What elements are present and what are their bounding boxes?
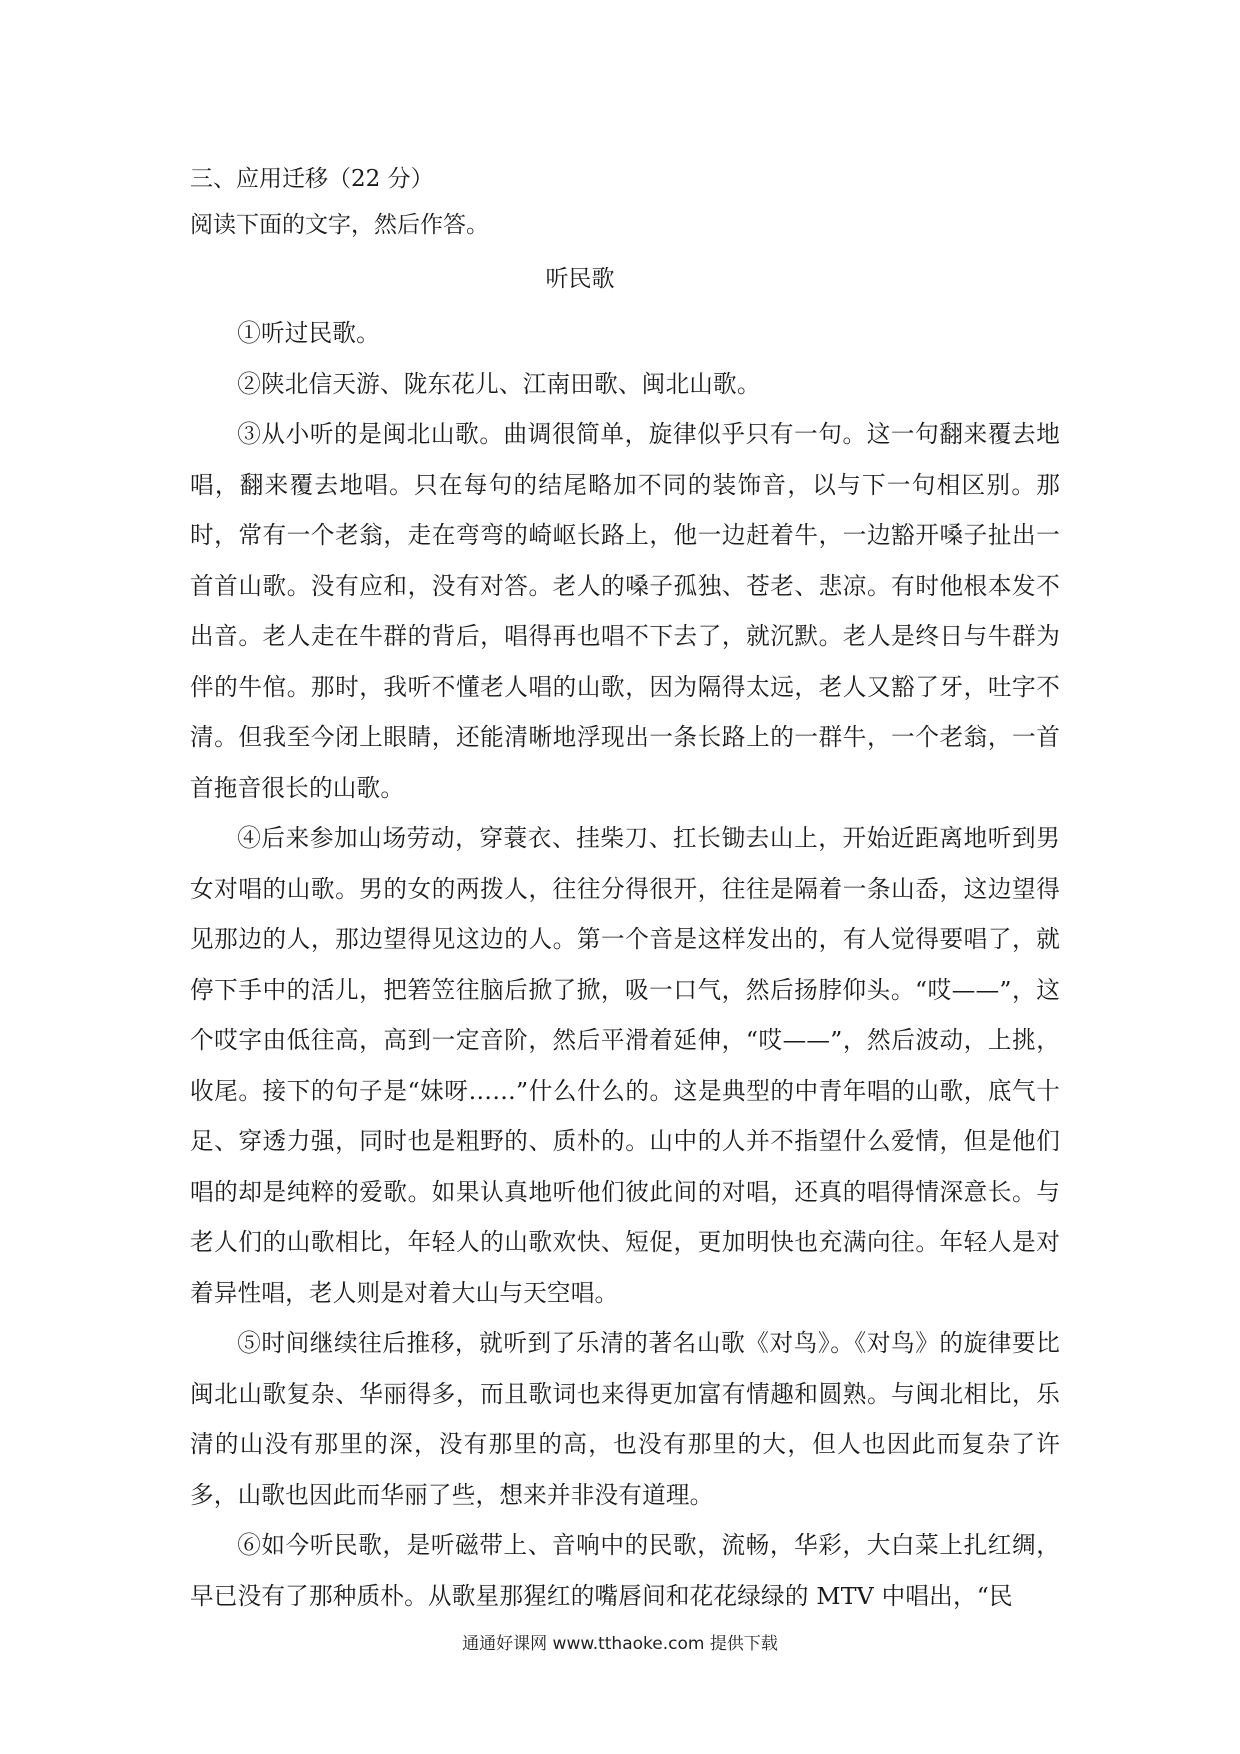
- instruction-text: 阅读下面的文字，然后作答。: [190, 212, 489, 238]
- paragraph-5: ⑤时间继续往后推移，就听到了乐清的著名山歌《对鸟》。《对鸟》的旋律要比闽北山歌复杂、华丽得多，而且歌词也来得更加富有情趣和圆熟。与闽北相比，乐清的山没有那里的深，没有那里的高，也没有那里的大，但人也因此而复杂了许多，山歌也因此而华丽了些，想来并非没有道理。: [190, 1329, 1060, 1509]
- article-body: [190, 308, 1060, 1621]
- paragraph-4: ④后来参加山场劳动，穿蓑衣、挂柴刀、扛长锄去山上，开始近距离地听到男女对唱的山歌。男的女的两拨人，往往分得很开，往往是隔着一条山岙，这边望得见那边的人，那边望得见这边的人。第一个音是这样发出的，有人觉得要唱了，就停下手中的活儿，把箬笠往脑后掀了掀，吸一口气，然后扬脖仰头。“哎——”，这个哎字由低往高，高到一定音阶，然后平滑着延伸，“哎——”，然后波动，上挑，收尾。接下的句子是“妹呀……”什么什么的。这是典型的中青年唱的山歌，底气十足、穿透力强，同时也是粗野的、质朴的。山中的人并不指望什么爱情，但是他们唱的却是纯粹的爱歌。如果认真地听他们彼此间的对唱，还真的唱得情深意长。与老人们的山歌相比，年轻人的山歌欢快、短促，更加明快也充满向往。年轻人是对着异性唱，老人则是对着大山与天空唱。: [190, 824, 1060, 1307]
- paragraph-6: ⑥如今听民歌，是听磁带上、音响中的民歌，流畅，华彩，大白菜上扎红绸，早已没有了那种质朴。从歌星那猩红的嘴唇间和花花绿绿的 MTV 中唱出，“民: [190, 1531, 1060, 1610]
- paragraph-2: ②陕北信天游、陇东花儿、江南田歌、闽北山歌。: [237, 369, 761, 398]
- paragraph-3: ③从小听的是闽北山歌。曲调很简单，旋律似乎只有一句。这一句翻来覆去地唱，翻来覆去地唱。只在每句的结尾略加不同的装饰音，以与下一句相区别。那时，常有一个老翁，走在弯弯的崎岖长路上，他一边赶着牛，一边豁开嗓子扯出一首首山歌。没有应和，没有对答。老人的嗓子孤独、苍老、悲凉。有时他根本发不出音。老人走在牛群的背后，唱得再也唱不下去了，就沉默。老人是终日与牛群为伴的牛倌。那时，我听不懂老人唱的山歌，因为隔得太远，老人又豁了牙，吐字不清。但我至今闭上眼睛，还能清晰地浮现出一条长路上的一群牛，一个老翁，一首首拖音很长的山歌。: [190, 420, 1060, 802]
- article-title: 听民歌: [545, 266, 615, 292]
- section-heading: 三、应用迁移（22 分）: [190, 166, 434, 192]
- page-footer: 通通好课网 www.tthaoke.com 提供下载: [462, 1634, 778, 1654]
- paragraph-1: ①听过民歌。: [237, 319, 380, 347]
